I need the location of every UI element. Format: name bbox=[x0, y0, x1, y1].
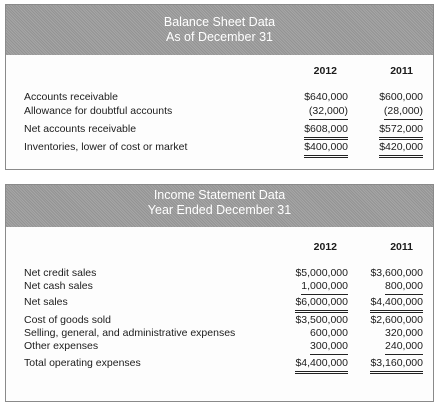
year-2012-heading: 2012 bbox=[313, 241, 337, 253]
value-2012: 600,000 bbox=[310, 327, 348, 339]
value-2011: $572,000 bbox=[379, 121, 423, 140]
table-row bbox=[6, 103, 433, 119]
income-statement-title: Income Statement Data bbox=[153, 188, 286, 202]
value-2012: 300,000 bbox=[310, 338, 348, 355]
value-2012: $5,000,000 bbox=[295, 267, 348, 279]
value-2012: $6,000,000 bbox=[295, 294, 348, 313]
row-label: Net cash sales bbox=[24, 280, 93, 292]
row-label: Net credit sales bbox=[24, 267, 97, 279]
balance-sheet-year-header bbox=[6, 63, 433, 79]
row-label: Inventories, lower of cost or market bbox=[24, 141, 188, 153]
value-2011: $420,000 bbox=[379, 139, 423, 158]
table-row bbox=[6, 355, 433, 371]
balance-sheet-panel bbox=[5, 4, 434, 170]
balance-sheet-title: Balance Sheet Data bbox=[163, 15, 276, 29]
value-2012: (32,000) bbox=[309, 103, 348, 120]
value-2012: $608,000 bbox=[304, 121, 348, 140]
value-2011: 240,000 bbox=[385, 338, 423, 355]
value-2011: $4,400,000 bbox=[370, 294, 423, 313]
value-2012: $3,500,000 bbox=[295, 314, 348, 326]
row-label: Allowance for doubtful accounts bbox=[24, 105, 173, 117]
row-label: Net accounts receivable bbox=[24, 123, 137, 135]
income-statement-year-header bbox=[6, 239, 433, 255]
table-row bbox=[6, 338, 433, 354]
value-2012: $640,000 bbox=[304, 91, 348, 103]
row-label: Net sales bbox=[24, 296, 68, 308]
value-2011: 800,000 bbox=[385, 278, 423, 295]
year-2012-heading: 2012 bbox=[313, 65, 337, 77]
value-2012: 1,000,000 bbox=[301, 278, 348, 295]
income-statement-subtitle: Year Ended December 31 bbox=[147, 203, 292, 217]
value-2011: $600,000 bbox=[379, 91, 423, 103]
value-2011: $3,160,000 bbox=[370, 355, 423, 374]
value-2011: $2,600,000 bbox=[370, 314, 423, 326]
value-2012: $400,000 bbox=[304, 139, 348, 158]
row-label: Total operating expenses bbox=[24, 357, 141, 369]
table-row bbox=[6, 139, 433, 155]
table-row bbox=[6, 278, 433, 294]
table-row bbox=[6, 294, 433, 310]
income-statement-header bbox=[6, 185, 433, 227]
value-2011: $3,600,000 bbox=[370, 267, 423, 279]
value-2011: 320,000 bbox=[385, 327, 423, 339]
year-2011-heading: 2011 bbox=[390, 65, 413, 77]
income-statement-panel bbox=[5, 184, 434, 402]
balance-sheet-subtitle: As of December 31 bbox=[166, 30, 273, 44]
row-label: Other expenses bbox=[24, 340, 99, 352]
value-2012: $4,400,000 bbox=[295, 355, 348, 374]
value-2011: (28,000) bbox=[384, 103, 423, 120]
table-row bbox=[6, 121, 433, 137]
row-label: Selling, general, and administrative expenses bbox=[24, 327, 236, 339]
balance-sheet-header bbox=[6, 5, 433, 55]
row-label: Accounts receivable bbox=[24, 91, 118, 103]
year-2011-heading: 2011 bbox=[390, 241, 413, 253]
row-label: Cost of goods sold bbox=[24, 314, 111, 326]
